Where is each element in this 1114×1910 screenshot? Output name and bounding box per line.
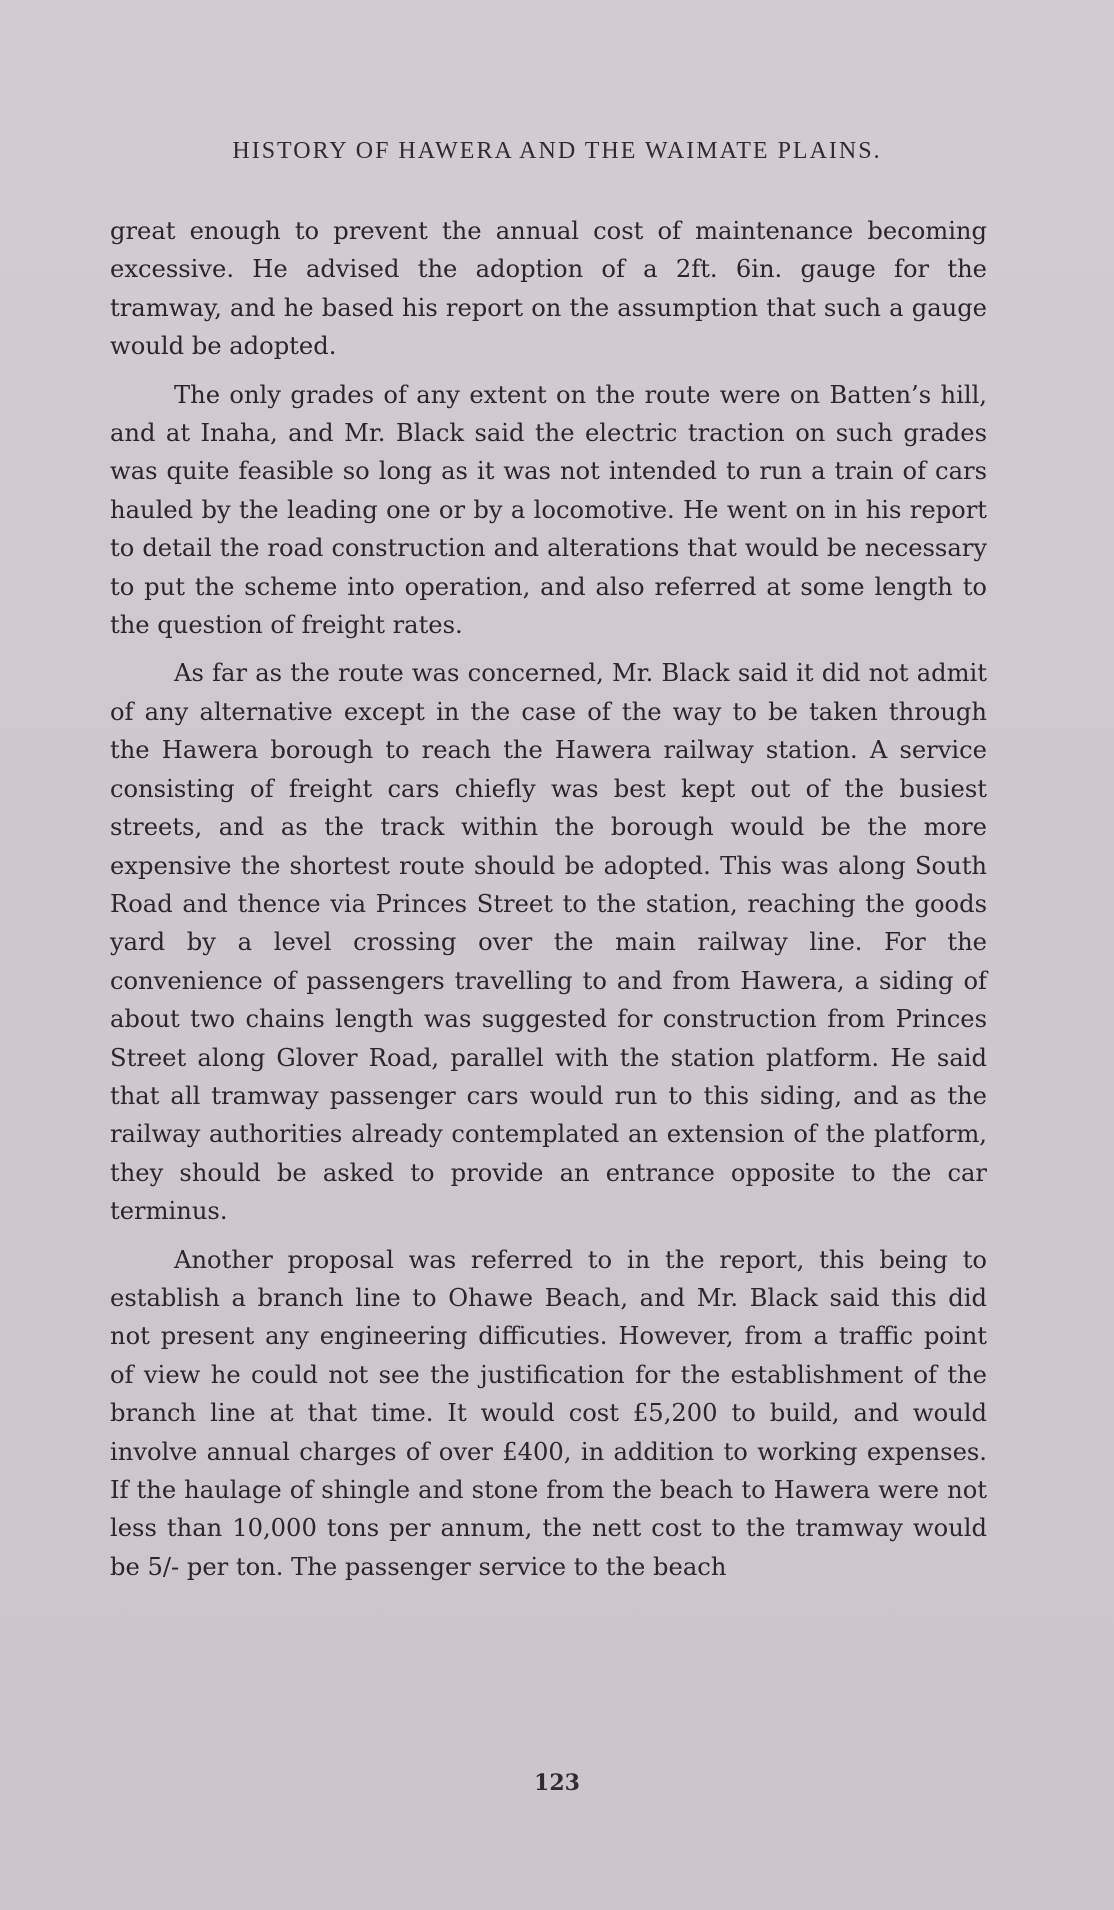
- page-number: 123: [534, 1770, 580, 1796]
- paragraph-1: great enough to prevent the annual cost of maintenance becoming excessive. He advised the adoption of a 2ft. 6in. gauge for the tramway, and he based his report on the assumption that such a gauge would be adopted.: [110, 217, 987, 361]
- paragraph-2: The only grades of any extent on the route were on Batten’s hill, and at Inaha, and Mr. Black said the electric traction on such grades was quite feasible so long as it was not intended to run a train of cars hauled by the leading one or by a locomotive. He went on in his report to detail the road construction and alterations that would be necessary to put the scheme into operation, and also referred at some length to the question of freight rates.: [110, 380, 987, 640]
- running-head: HISTORY OF HAWERA AND THE WAIMATE PLAINS.: [232, 138, 882, 164]
- paragraph-3: As far as the route was concerned, Mr. Black said it did not admit of any alternative except in the case of the way to be taken through the Hawera borough to reach the Hawera railway station. A service consisting of freight cars chiefly was best kept out of the busiest streets, and as the track within the borough would be the more expensive the shortest route should be adopted. This was along South Road and thence via Princes Street to the station, reaching the goods yard by a level crossing over the main railway line. For the convenience of passengers travelling to and from Hawera, a siding of about two chains length was suggested for construction from Princes Street along Glover Road, parallel with the station platform. He said that all tramway passenger cars would run to this siding, and as the railway authorities already contemplated an extension of the platform, they should be asked to provide an entrance opposite to the car terminus.: [110, 659, 987, 1226]
- paragraph-4: Another proposal was referred to in the report, this being to establish a branch line to Ohawe Beach, and Mr. Black said this did not present any engineering difficuties. However, from a traffic point of view he could not see the justification for the establishment of the branch line at that time. It would cost £5,200 to build, and would involve annual charges of over £400, in addition to working expenses. If the haulage of shingle and stone from the beach to Hawera were not less than 10,000 tons per annum, the nett cost to the tramway would be 5/- per ton. The passenger service to the beach: [110, 1245, 987, 1581]
- body-text: [110, 212, 987, 1596]
